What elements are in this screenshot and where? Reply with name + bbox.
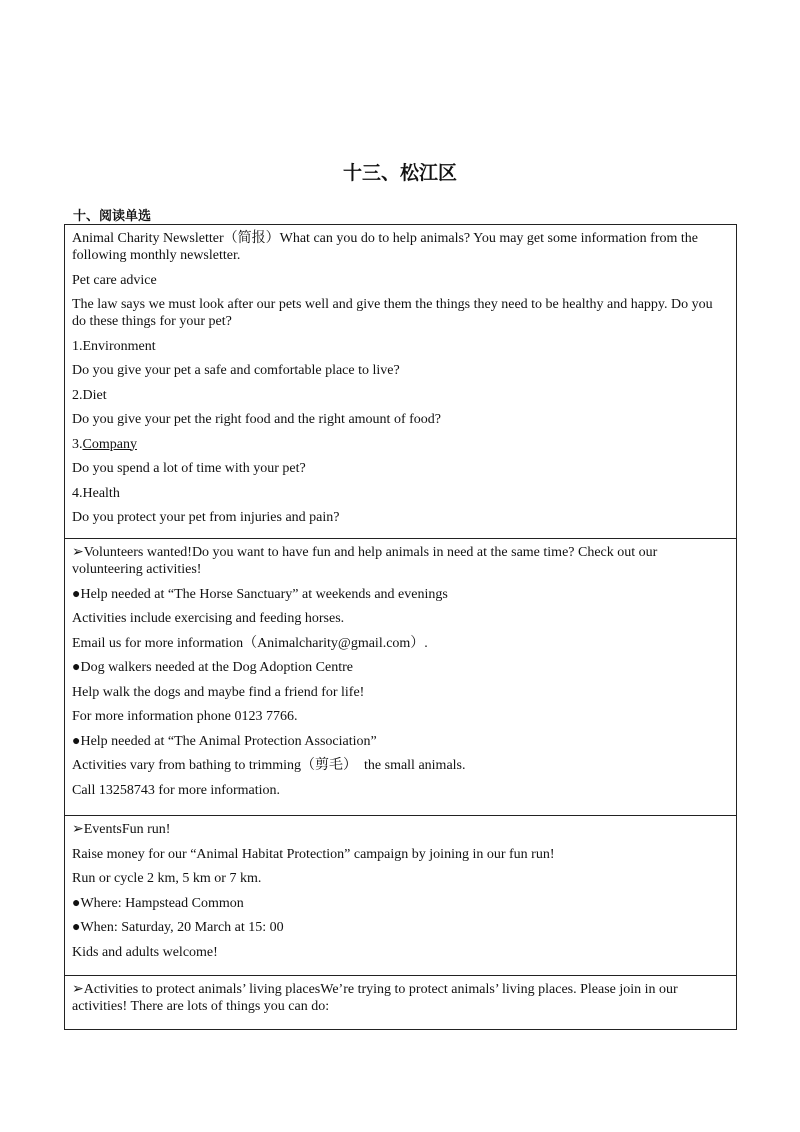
event-where: ●Where: Hampstead Common bbox=[72, 895, 244, 911]
volunteers-cell bbox=[65, 538, 736, 815]
health-question: Do you protect your pet from injuries and pain? bbox=[72, 510, 340, 525]
events-heading: ➢EventsFun run! bbox=[72, 822, 171, 837]
event-when: ●When: Saturday, 20 March at 15: 00 bbox=[72, 920, 284, 935]
volunteers-heading: ➢Volunteers wanted!Do you want to have fun and help animals in need at the same time? Check out our volunteering activities! bbox=[72, 545, 658, 577]
pet-care-heading: Pet care advice bbox=[72, 272, 157, 288]
habitat-activities-cell bbox=[65, 975, 736, 1029]
item-company-number: 3. bbox=[72, 436, 83, 452]
protection-association-item: ●Help needed at “The Animal Protection Association” bbox=[72, 733, 377, 749]
habitat-activities-text: ➢Activities to protect animals’ living placesWe’re trying to protect animals’ living places. Please join in our activities! There are lots of things you can do: bbox=[72, 982, 678, 1014]
dog-walkers-item: ●Dog walkers needed at the Dog Adoption Centre bbox=[72, 660, 353, 675]
item-diet: 2.Diet bbox=[72, 387, 107, 403]
distances: Run or cycle 2 km, 5 km or 7 km. bbox=[72, 871, 262, 886]
section-heading: 十、阅读单选 bbox=[73, 209, 152, 224]
diet-question: Do you give your pet the right food and the right amount of food? bbox=[72, 412, 441, 427]
page-title: 十三、松江区 bbox=[342, 162, 457, 184]
dog-walkers-phone: For more information phone 0123 7766. bbox=[72, 709, 298, 724]
item-company bbox=[72, 436, 728, 453]
newsletter-intro-cell bbox=[65, 225, 736, 538]
protection-phone: Call 13258743 for more information. bbox=[72, 782, 281, 798]
company-question: Do you spend a lot of time with your pet? bbox=[72, 461, 306, 476]
protection-activities: Activities vary from bathing to trimming（剪毛） the small animals. bbox=[72, 758, 466, 773]
item-company-label: Company bbox=[82, 436, 137, 452]
newsletter-intro: Animal Charity Newsletter（简报）What can you do to help animals? You may get some information from the following monthly newsletter. bbox=[72, 231, 698, 263]
item-health: 4.Health bbox=[72, 485, 120, 501]
horse-activities: Activities include exercising and feeding horses. bbox=[72, 611, 345, 626]
horse-email: Email us for more information（Animalcharity@gmail.com）. bbox=[72, 635, 428, 651]
dog-walkers-text: Help walk the dogs and maybe find a friend for life! bbox=[72, 684, 365, 700]
reading-passage-table bbox=[64, 224, 737, 1030]
horse-sanctuary-item: ●Help needed at “The Horse Sanctuary” at weekends and evenings bbox=[72, 586, 448, 602]
item-environment: 1.Environment bbox=[72, 338, 156, 354]
environment-question: Do you give your pet a safe and comfortable place to live? bbox=[72, 363, 400, 378]
fun-run-text: Raise money for our “Animal Habitat Protection” campaign by joining in our fun run! bbox=[72, 846, 555, 862]
event-welcome: Kids and adults welcome! bbox=[72, 944, 218, 960]
law-paragraph: The law says we must look after our pets well and give them the things they need to be healthy and happy. Do you do these things for your pet? bbox=[72, 297, 713, 329]
events-cell bbox=[65, 815, 736, 975]
